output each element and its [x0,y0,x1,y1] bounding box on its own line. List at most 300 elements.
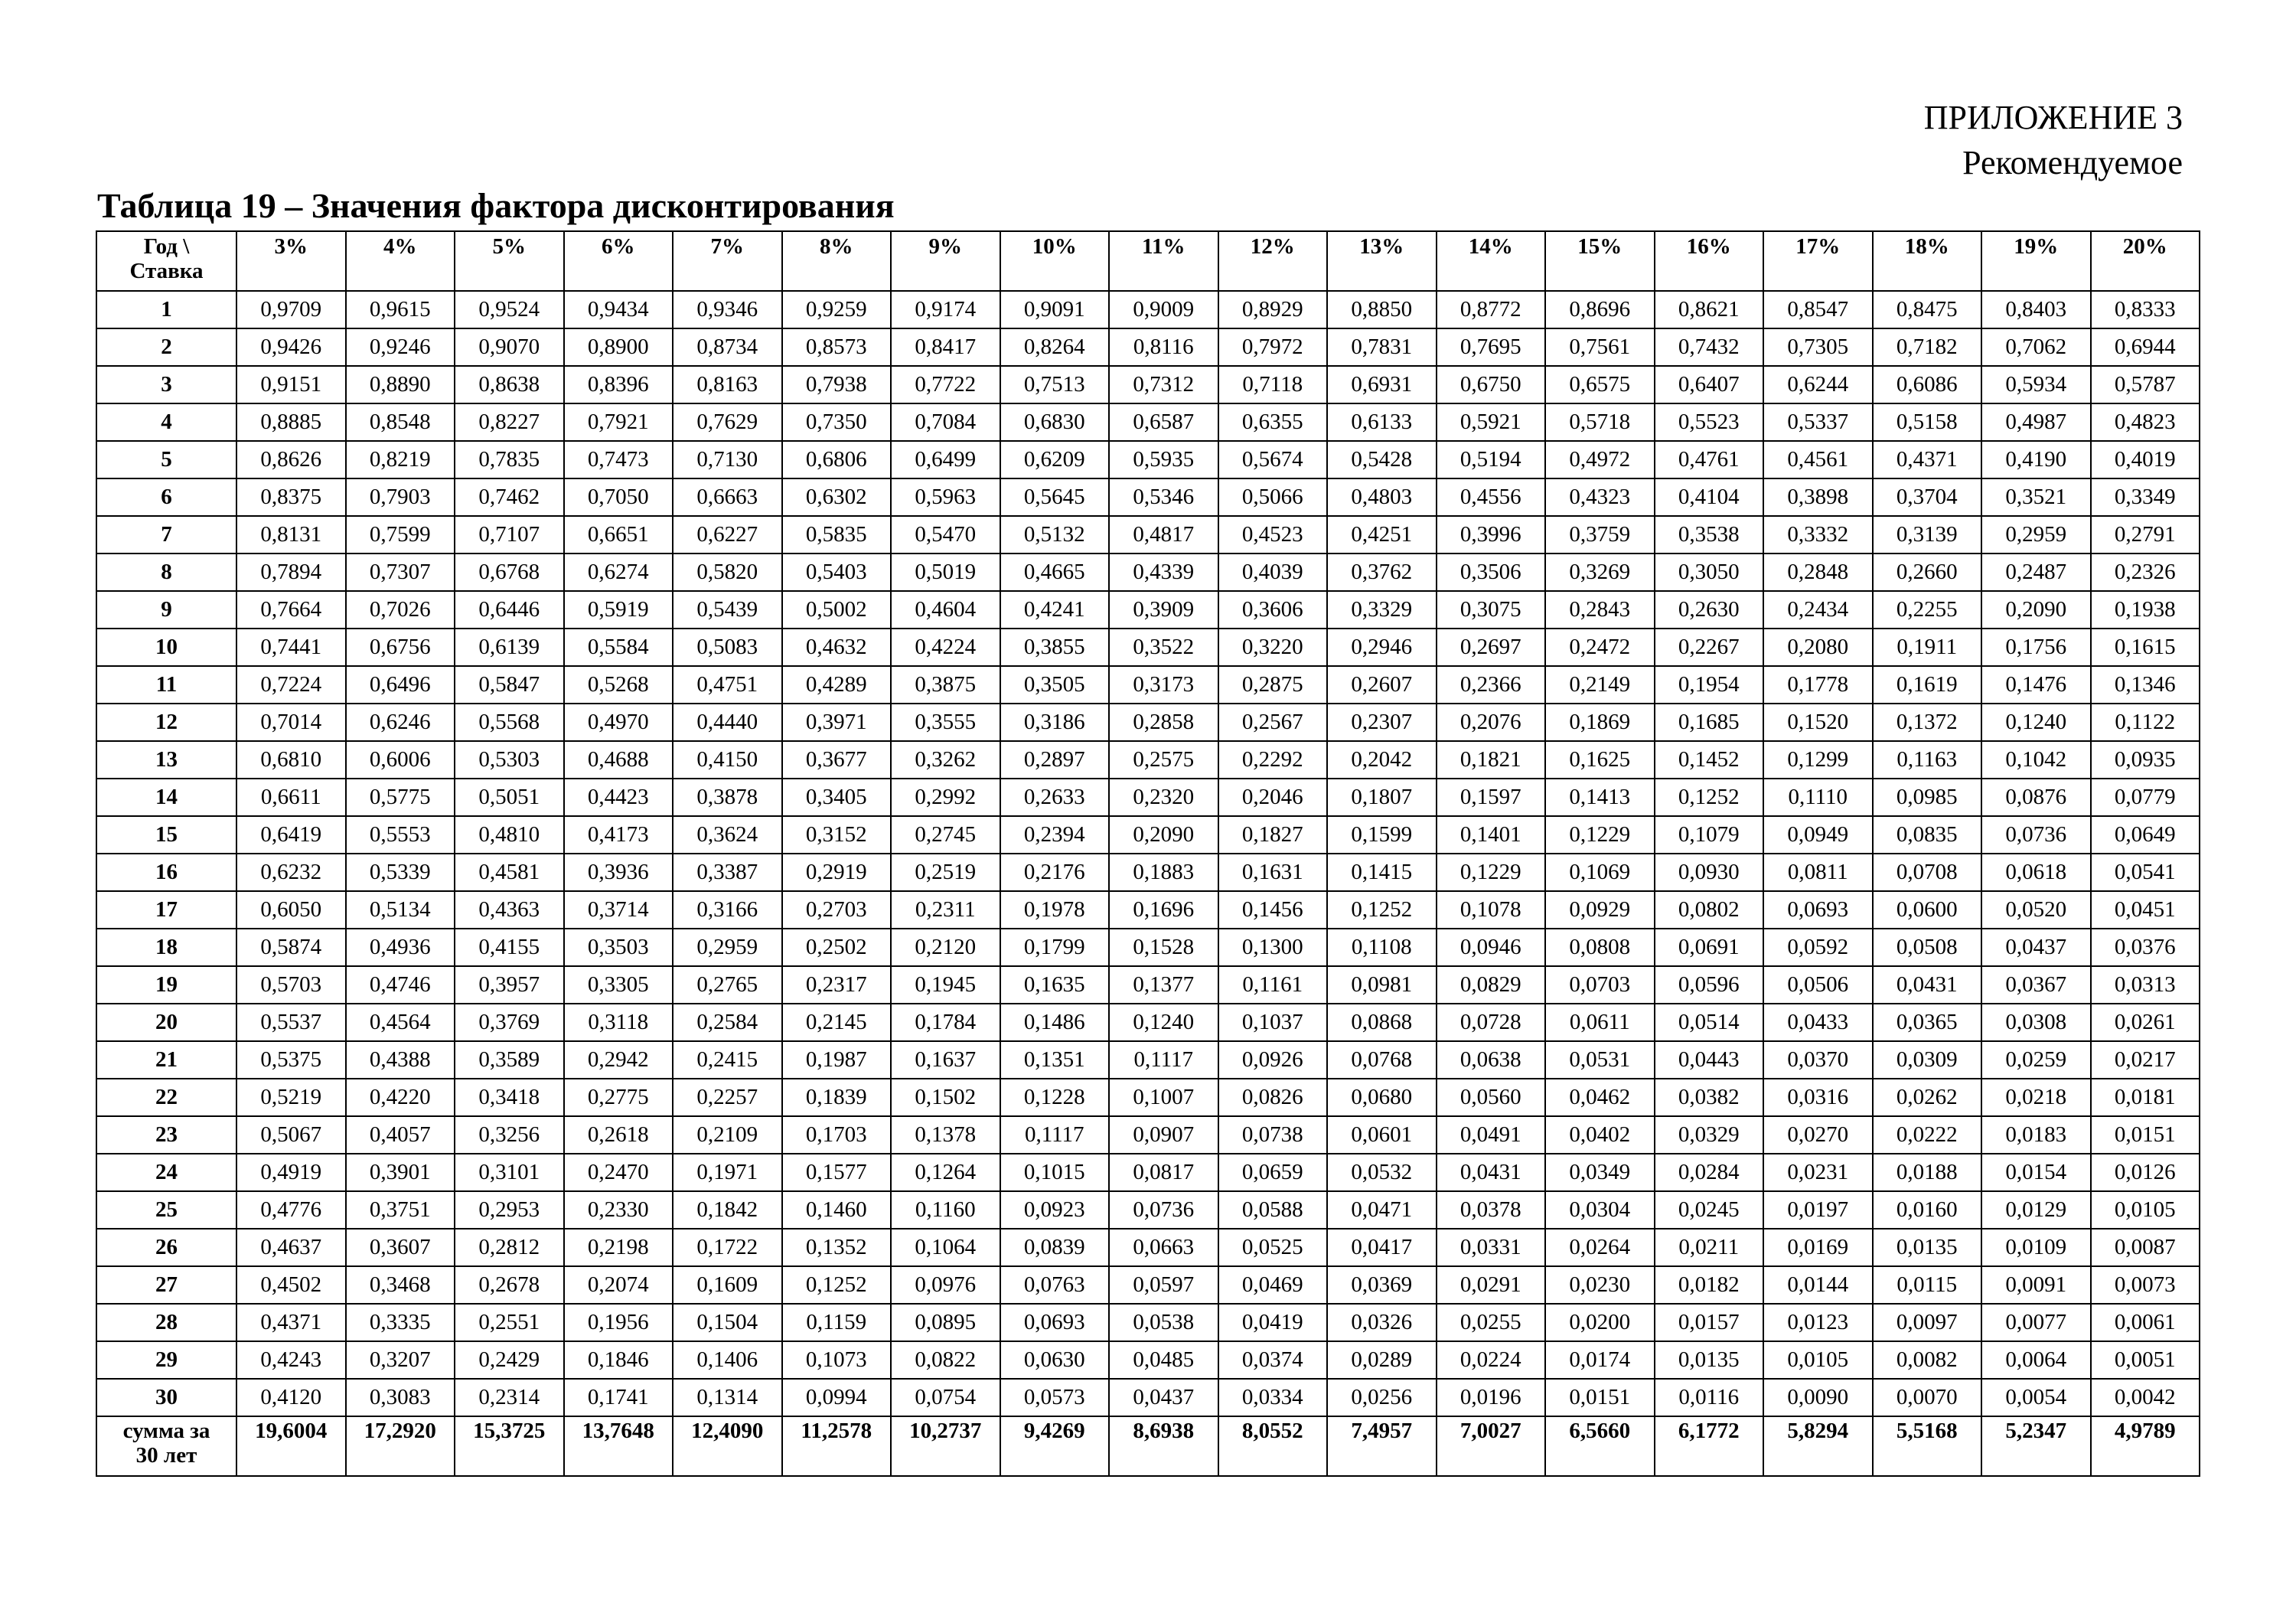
factor-cell: 0,6587 [1109,403,1218,441]
factor-cell: 0,2791 [2091,516,2200,554]
factor-cell: 0,2519 [891,854,1000,891]
factor-cell: 0,2897 [1000,741,1110,779]
year-cell: 12 [96,704,236,741]
factor-cell: 0,0376 [2091,929,2200,966]
table-row [96,929,2200,966]
factor-cell: 0,3349 [2091,478,2200,516]
table-row [96,1079,2200,1116]
factor-cell: 0,6302 [782,478,892,516]
factor-cell: 0,4190 [1981,441,2091,478]
factor-cell: 0,1352 [782,1229,892,1266]
factor-cell: 0,2858 [1109,704,1218,741]
factor-cell: 0,5303 [455,741,564,779]
factor-cell: 0,3714 [564,891,673,929]
factor-cell: 0,0200 [1545,1304,1655,1341]
factor-cell: 0,8696 [1545,291,1655,328]
rate-header: 15% [1545,231,1655,291]
year-cell: 24 [96,1154,236,1191]
factor-cell: 0,6407 [1655,366,1764,403]
factor-cell: 0,0506 [1763,966,1873,1004]
factor-cell: 0,9070 [455,328,564,366]
factor-cell: 0,1631 [1218,854,1328,891]
factor-cell: 0,7130 [673,441,782,478]
table-row [96,816,2200,854]
factor-cell: 0,7182 [1873,328,1982,366]
factor-cell: 0,1528 [1109,929,1218,966]
factor-cell: 0,8227 [455,403,564,441]
factor-cell: 0,2120 [891,929,1000,966]
factor-cell: 0,6209 [1000,441,1110,478]
factor-cell: 0,6931 [1327,366,1437,403]
factor-cell: 0,0073 [2091,1266,2200,1304]
factor-cell: 0,1784 [891,1004,1000,1041]
rate-header: 10% [1000,231,1110,291]
year-cell: 14 [96,779,236,816]
factor-cell: 0,1452 [1655,741,1764,779]
factor-cell: 0,1502 [891,1079,1000,1116]
factor-cell: 0,4523 [1218,516,1328,554]
table-row [96,1191,2200,1229]
factor-cell: 0,1079 [1655,816,1764,854]
factor-cell: 0,1577 [782,1154,892,1191]
factor-cell: 0,4251 [1327,516,1437,554]
factor-cell: 0,9709 [236,291,346,328]
year-cell: 11 [96,666,236,704]
factor-cell: 0,3506 [1437,554,1546,591]
factor-cell: 0,0485 [1109,1341,1218,1379]
factor-cell: 0,0946 [1437,929,1546,966]
factor-cell: 0,5835 [782,516,892,554]
factor-cell: 0,7972 [1218,328,1328,366]
factor-cell: 0,0160 [1873,1191,1982,1229]
table-row [96,1041,2200,1079]
factor-cell: 0,5346 [1109,478,1218,516]
factor-cell: 0,8638 [455,366,564,403]
factor-cell: 0,4987 [1981,403,2091,441]
factor-cell: 0,0981 [1327,966,1437,1004]
year-cell: 15 [96,816,236,854]
factor-cell: 0,1229 [1545,816,1655,854]
table-row [96,1379,2200,1416]
factor-cell: 0,1987 [782,1041,892,1079]
factor-cell: 0,6768 [455,554,564,591]
factor-cell: 0,1159 [782,1304,892,1341]
factor-cell: 0,1883 [1109,854,1218,891]
factor-cell: 0,8900 [564,328,673,366]
factor-cell: 0,4776 [236,1191,346,1229]
year-cell: 3 [96,366,236,403]
factor-cell: 0,4936 [346,929,455,966]
factor-cell: 0,1846 [564,1341,673,1379]
factor-cell: 0,3759 [1545,516,1655,554]
factor-cell: 0,0349 [1545,1154,1655,1191]
factor-cell: 0,5066 [1218,478,1328,516]
factor-cell: 0,0417 [1327,1229,1437,1266]
table-row [96,591,2200,629]
factor-cell: 0,9259 [782,291,892,328]
factor-cell: 0,4289 [782,666,892,704]
factor-cell: 0,0835 [1873,816,1982,854]
factor-cell: 0,1264 [891,1154,1000,1191]
factor-cell: 0,5553 [346,816,455,854]
rate-header: 9% [891,231,1000,291]
factor-cell: 0,1456 [1218,891,1328,929]
table-row [96,478,2200,516]
factor-cell: 0,0471 [1327,1191,1437,1229]
factor-cell: 0,1110 [1763,779,1873,816]
year-cell: 19 [96,966,236,1004]
factor-cell: 0,0264 [1545,1229,1655,1266]
factor-cell: 0,8547 [1763,291,1873,328]
year-cell: 6 [96,478,236,516]
factor-cell: 0,2959 [673,929,782,966]
factor-cell: 0,0508 [1873,929,1982,966]
factor-cell: 0,4019 [2091,441,2200,478]
sum-cell: 13,7648 [564,1416,673,1476]
factor-cell: 0,1722 [673,1229,782,1266]
factor-cell: 0,2046 [1218,779,1328,816]
factor-cell: 0,5051 [455,779,564,816]
factor-cell: 0,0985 [1873,779,1982,816]
factor-cell: 0,0123 [1763,1304,1873,1341]
factor-cell: 0,0630 [1000,1341,1110,1379]
factor-cell: 0,0316 [1763,1079,1873,1116]
factor-cell: 0,5934 [1981,366,2091,403]
factor-cell: 0,3769 [455,1004,564,1041]
factor-cell: 0,9426 [236,328,346,366]
factor-cell: 0,1956 [564,1304,673,1341]
sum-row [96,1416,2200,1476]
table-row [96,291,2200,328]
factor-cell: 0,4761 [1655,441,1764,478]
factor-cell: 0,2415 [673,1041,782,1079]
factor-cell: 0,1911 [1873,629,1982,666]
factor-cell: 0,0370 [1763,1041,1873,1079]
factor-cell: 0,2470 [564,1154,673,1191]
factor-cell: 0,5645 [1000,478,1110,516]
factor-cell: 0,3418 [455,1079,564,1116]
factor-cell: 0,0736 [1981,816,2091,854]
factor-cell: 0,0926 [1218,1041,1328,1079]
table-row [96,666,2200,704]
factor-cell: 0,0597 [1109,1266,1218,1304]
factor-cell: 0,1954 [1655,666,1764,704]
factor-cell: 0,7835 [455,441,564,478]
factor-cell: 0,8772 [1437,291,1546,328]
factor-cell: 0,8116 [1109,328,1218,366]
factor-cell: 0,5067 [236,1116,346,1154]
factor-cell: 0,0064 [1981,1341,2091,1379]
factor-cell: 0,5158 [1873,403,1982,441]
factor-cell: 0,0703 [1545,966,1655,1004]
factor-cell: 0,0378 [1437,1191,1546,1229]
factor-cell: 0,4339 [1109,554,1218,591]
factor-cell: 0,0105 [2091,1191,2200,1229]
factor-cell: 0,9346 [673,291,782,328]
factor-cell: 0,4556 [1437,478,1546,516]
factor-cell: 0,0451 [2091,891,2200,929]
factor-cell: 0,6663 [673,478,782,516]
factor-cell: 0,0197 [1763,1191,1873,1229]
factor-cell: 0,7305 [1763,328,1873,366]
factor-cell: 0,3468 [346,1266,455,1304]
factor-cell: 0,0538 [1109,1304,1218,1341]
factor-cell: 0,2703 [782,891,892,929]
factor-cell: 0,0649 [2091,816,2200,854]
factor-cell: 0,8163 [673,366,782,403]
year-cell: 27 [96,1266,236,1304]
factor-cell: 0,5339 [346,854,455,891]
factor-cell: 0,2330 [564,1191,673,1229]
factor-cell: 0,3704 [1873,478,1982,516]
factor-cell: 0,3332 [1763,516,1873,554]
factor-cell: 0,3139 [1873,516,1982,554]
factor-cell: 0,4423 [564,779,673,816]
factor-cell: 0,4224 [891,629,1000,666]
factor-cell: 0,1117 [1000,1116,1110,1154]
factor-cell: 0,3118 [564,1004,673,1041]
factor-cell: 0,4810 [455,816,564,854]
factor-cell: 0,0437 [1981,929,2091,966]
factor-cell: 0,1078 [1437,891,1546,929]
factor-cell: 0,0262 [1873,1079,1982,1116]
factor-cell: 0,0115 [1873,1266,1982,1304]
factor-cell: 0,3957 [455,966,564,1004]
factor-cell: 0,0174 [1545,1341,1655,1379]
factor-cell: 0,0284 [1655,1154,1764,1191]
factor-cell: 0,0520 [1981,891,2091,929]
factor-cell: 0,0935 [2091,741,2200,779]
factor-cell: 0,2959 [1981,516,2091,554]
factor-cell: 0,6246 [346,704,455,741]
factor-cell: 0,3083 [346,1379,455,1416]
factor-cell: 0,8219 [346,441,455,478]
factor-cell: 0,6244 [1763,366,1873,403]
factor-cell: 0,1520 [1763,704,1873,741]
factor-cell: 0,2320 [1109,779,1218,816]
factor-cell: 0,4440 [673,704,782,741]
factor-cell: 0,5002 [782,591,892,629]
year-cell: 17 [96,891,236,929]
factor-cell: 0,0077 [1981,1304,2091,1341]
factor-cell: 0,6611 [236,779,346,816]
factor-cell: 0,2678 [455,1266,564,1304]
factor-cell: 0,4220 [346,1079,455,1116]
rate-header: 7% [673,231,782,291]
factor-cell: 0,7062 [1981,328,2091,366]
corner-header-line1: Год \ [143,234,190,259]
factor-cell: 0,7224 [236,666,346,704]
year-cell: 13 [96,741,236,779]
factor-cell: 0,1971 [673,1154,782,1191]
factor-cell: 0,3855 [1000,629,1110,666]
factor-cell: 0,5219 [236,1079,346,1116]
factor-cell: 0,1869 [1545,704,1655,741]
factor-cell: 0,7629 [673,403,782,441]
factor-cell: 0,1609 [673,1266,782,1304]
factor-cell: 0,2198 [564,1229,673,1266]
factor-cell: 0,0245 [1655,1191,1764,1229]
factor-cell: 0,2551 [455,1304,564,1341]
factor-cell: 0,0868 [1327,1004,1437,1041]
factor-cell: 0,0532 [1327,1154,1437,1191]
factor-cell: 0,0042 [2091,1379,2200,1416]
factor-cell: 0,1807 [1327,779,1437,816]
factor-cell: 0,4919 [236,1154,346,1191]
factor-cell: 0,0270 [1763,1116,1873,1154]
factor-cell: 0,0433 [1763,1004,1873,1041]
year-cell: 22 [96,1079,236,1116]
factor-cell: 0,5268 [564,666,673,704]
year-cell: 1 [96,291,236,328]
factor-cell: 0,0930 [1655,854,1764,891]
factor-cell: 0,5674 [1218,441,1328,478]
factor-cell: 0,9246 [346,328,455,366]
factor-cell: 0,0541 [2091,854,2200,891]
rate-header: 13% [1327,231,1437,291]
sum-cell: 8,0552 [1218,1416,1328,1476]
factor-cell: 0,5194 [1437,441,1546,478]
factor-cell: 0,0154 [1981,1154,2091,1191]
corner-header-line2: Ставка [129,259,204,283]
factor-cell: 0,4173 [564,816,673,854]
factor-cell: 0,6355 [1218,403,1328,441]
factor-cell: 0,0061 [2091,1304,2200,1341]
factor-cell: 0,1741 [564,1379,673,1416]
factor-cell: 0,1635 [1000,966,1110,1004]
factor-cell: 0,3875 [891,666,1000,704]
appendix-status: Рекомендуемое [1962,144,2183,181]
factor-cell: 0,1406 [673,1341,782,1379]
factor-cell: 0,1615 [2091,629,2200,666]
table-row [96,1116,2200,1154]
factor-cell: 0,4604 [891,591,1000,629]
rate-header: 18% [1873,231,1982,291]
factor-cell: 0,0157 [1655,1304,1764,1341]
factor-cell: 0,1799 [1000,929,1110,966]
year-cell: 23 [96,1116,236,1154]
factor-cell: 0,0222 [1873,1116,1982,1154]
factor-cell: 0,3996 [1437,516,1546,554]
factor-cell: 0,2919 [782,854,892,891]
factor-cell: 0,0097 [1873,1304,1982,1341]
factor-cell: 0,4502 [236,1266,346,1304]
factor-cell: 0,7014 [236,704,346,741]
factor-cell: 0,0822 [891,1341,1000,1379]
factor-cell: 0,2848 [1763,554,1873,591]
factor-cell: 0,0601 [1327,1116,1437,1154]
factor-cell: 0,1504 [673,1304,782,1341]
year-cell: 8 [96,554,236,591]
factor-cell: 0,2843 [1545,591,1655,629]
factor-cell: 0,0811 [1763,854,1873,891]
table-row [96,441,2200,478]
factor-cell: 0,6139 [455,629,564,666]
factor-cell: 0,2660 [1873,554,1982,591]
year-cell: 26 [96,1229,236,1266]
factor-cell: 0,0091 [1981,1266,2091,1304]
factor-cell: 0,9091 [1000,291,1110,328]
factor-cell: 0,5134 [346,891,455,929]
year-cell: 4 [96,403,236,441]
factor-cell: 0,0680 [1327,1079,1437,1116]
factor-cell: 0,0090 [1763,1379,1873,1416]
factor-cell: 0,1161 [1218,966,1328,1004]
factor-cell: 0,6050 [236,891,346,929]
factor-cell: 0,8548 [346,403,455,441]
factor-cell: 0,7894 [236,554,346,591]
factor-cell: 0,0224 [1437,1341,1546,1379]
factor-cell: 0,0051 [2091,1341,2200,1379]
discount-factor-table [96,230,2200,1477]
factor-cell: 0,5718 [1545,403,1655,441]
factor-cell: 0,3522 [1109,629,1218,666]
factor-cell: 0,1703 [782,1116,892,1154]
factor-cell: 0,5523 [1655,403,1764,441]
factor-cell: 0,7938 [782,366,892,403]
factor-cell: 0,5584 [564,629,673,666]
factor-cell: 0,2567 [1218,704,1328,741]
year-cell: 5 [96,441,236,478]
sum-cell: 5,8294 [1763,1416,1873,1476]
year-cell: 10 [96,629,236,666]
factor-cell: 0,0109 [1981,1229,2091,1266]
factor-cell: 0,0369 [1327,1266,1437,1304]
year-cell: 20 [96,1004,236,1041]
factor-cell: 0,0231 [1763,1154,1873,1191]
factor-cell: 0,0469 [1218,1266,1328,1304]
table-row [96,554,2200,591]
factor-cell: 0,1117 [1109,1041,1218,1079]
factor-cell: 0,1252 [1327,891,1437,929]
factor-cell: 0,3262 [891,741,1000,779]
factor-cell: 0,2307 [1327,704,1437,741]
factor-cell: 0,7350 [782,403,892,441]
rate-header: 5% [455,231,564,291]
factor-cell: 0,4388 [346,1041,455,1079]
sum-cell: 6,5660 [1545,1416,1655,1476]
factor-cell: 0,0443 [1655,1041,1764,1079]
sum-label-line1: сумма за [122,1419,210,1443]
factor-cell: 0,0105 [1763,1341,1873,1379]
factor-cell: 0,2472 [1545,629,1655,666]
sum-label-line2: 30 лет [135,1443,197,1468]
factor-cell: 0,1229 [1437,854,1546,891]
factor-cell: 0,2942 [564,1041,673,1079]
factor-cell: 0,2394 [1000,816,1110,854]
factor-cell: 0,1252 [1655,779,1764,816]
factor-cell: 0,2618 [564,1116,673,1154]
table-row [96,516,2200,554]
factor-cell: 0,1413 [1545,779,1655,816]
factor-cell: 0,4155 [455,929,564,966]
factor-cell: 0,0259 [1981,1041,2091,1079]
factor-cell: 0,7561 [1545,328,1655,366]
factor-cell: 0,3186 [1000,704,1110,741]
factor-cell: 0,0976 [891,1266,1000,1304]
factor-cell: 0,1300 [1218,929,1328,966]
factor-cell: 0,5537 [236,1004,346,1041]
factor-cell: 0,4564 [346,1004,455,1041]
factor-cell: 0,3901 [346,1154,455,1191]
factor-cell: 0,0196 [1437,1379,1546,1416]
factor-cell: 0,1625 [1545,741,1655,779]
table-row [96,891,2200,929]
factor-cell: 0,3607 [346,1229,455,1266]
factor-cell: 0,4241 [1000,591,1110,629]
table-row [96,854,2200,891]
factor-cell: 0,0817 [1109,1154,1218,1191]
